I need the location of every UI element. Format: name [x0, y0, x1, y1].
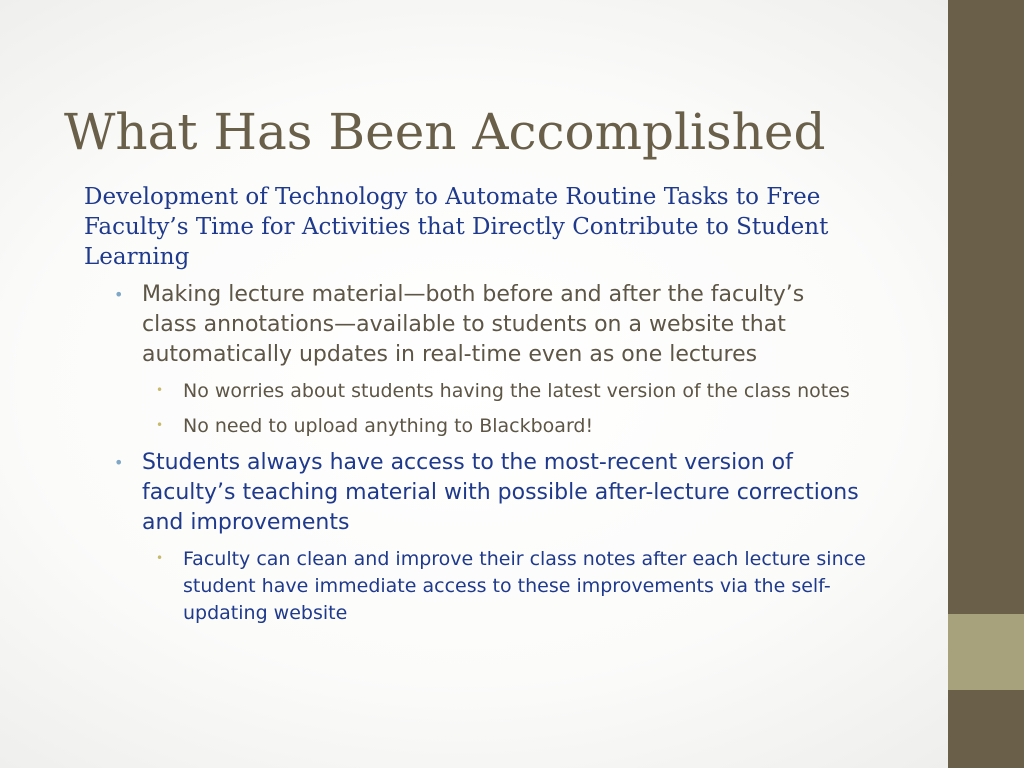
bullet-icon: • [156, 551, 164, 565]
bullet-item [114, 448, 874, 627]
sub-bullet-text: No worries about students having the latest version of the class notes [183, 380, 850, 402]
bullet-icon: • [156, 418, 164, 432]
sub-bullet-list [156, 546, 874, 627]
intro-heading: Development of Technology to Automate Routine Tasks to Free Faculty’s Time for Activities that Directly Contribute to Student Learning [84, 184, 829, 270]
bullet-text: Students always have access to the most-recent version of faculty’s teaching material with possible after-lecture corrections and improvements [142, 450, 859, 535]
slide-body [84, 182, 874, 635]
bullet-item [114, 280, 874, 440]
bullet-icon: • [114, 285, 124, 304]
sidebar-accent-block [948, 614, 1024, 690]
sub-bullet-item [156, 546, 874, 627]
bullet-text: Making lecture material—both before and after the faculty’s class annotations—available to students on a website that automatically updates in real-time even as one lectures [142, 282, 805, 367]
sub-bullet-text: No need to upload anything to Blackboard! [183, 415, 594, 437]
sub-bullet-list [156, 378, 874, 440]
sub-bullet-text: Faculty can clean and improve their class notes after each lecture since student have immediate access to these improvements via the self-updating website [183, 548, 866, 624]
bullet-icon: • [156, 383, 164, 397]
sub-bullet-item [156, 378, 874, 405]
main-bullet-list [114, 280, 874, 627]
bullet-icon: • [114, 453, 124, 472]
sub-bullet-item [156, 413, 874, 440]
slide-title: What Has Been Accomplished [64, 103, 826, 161]
